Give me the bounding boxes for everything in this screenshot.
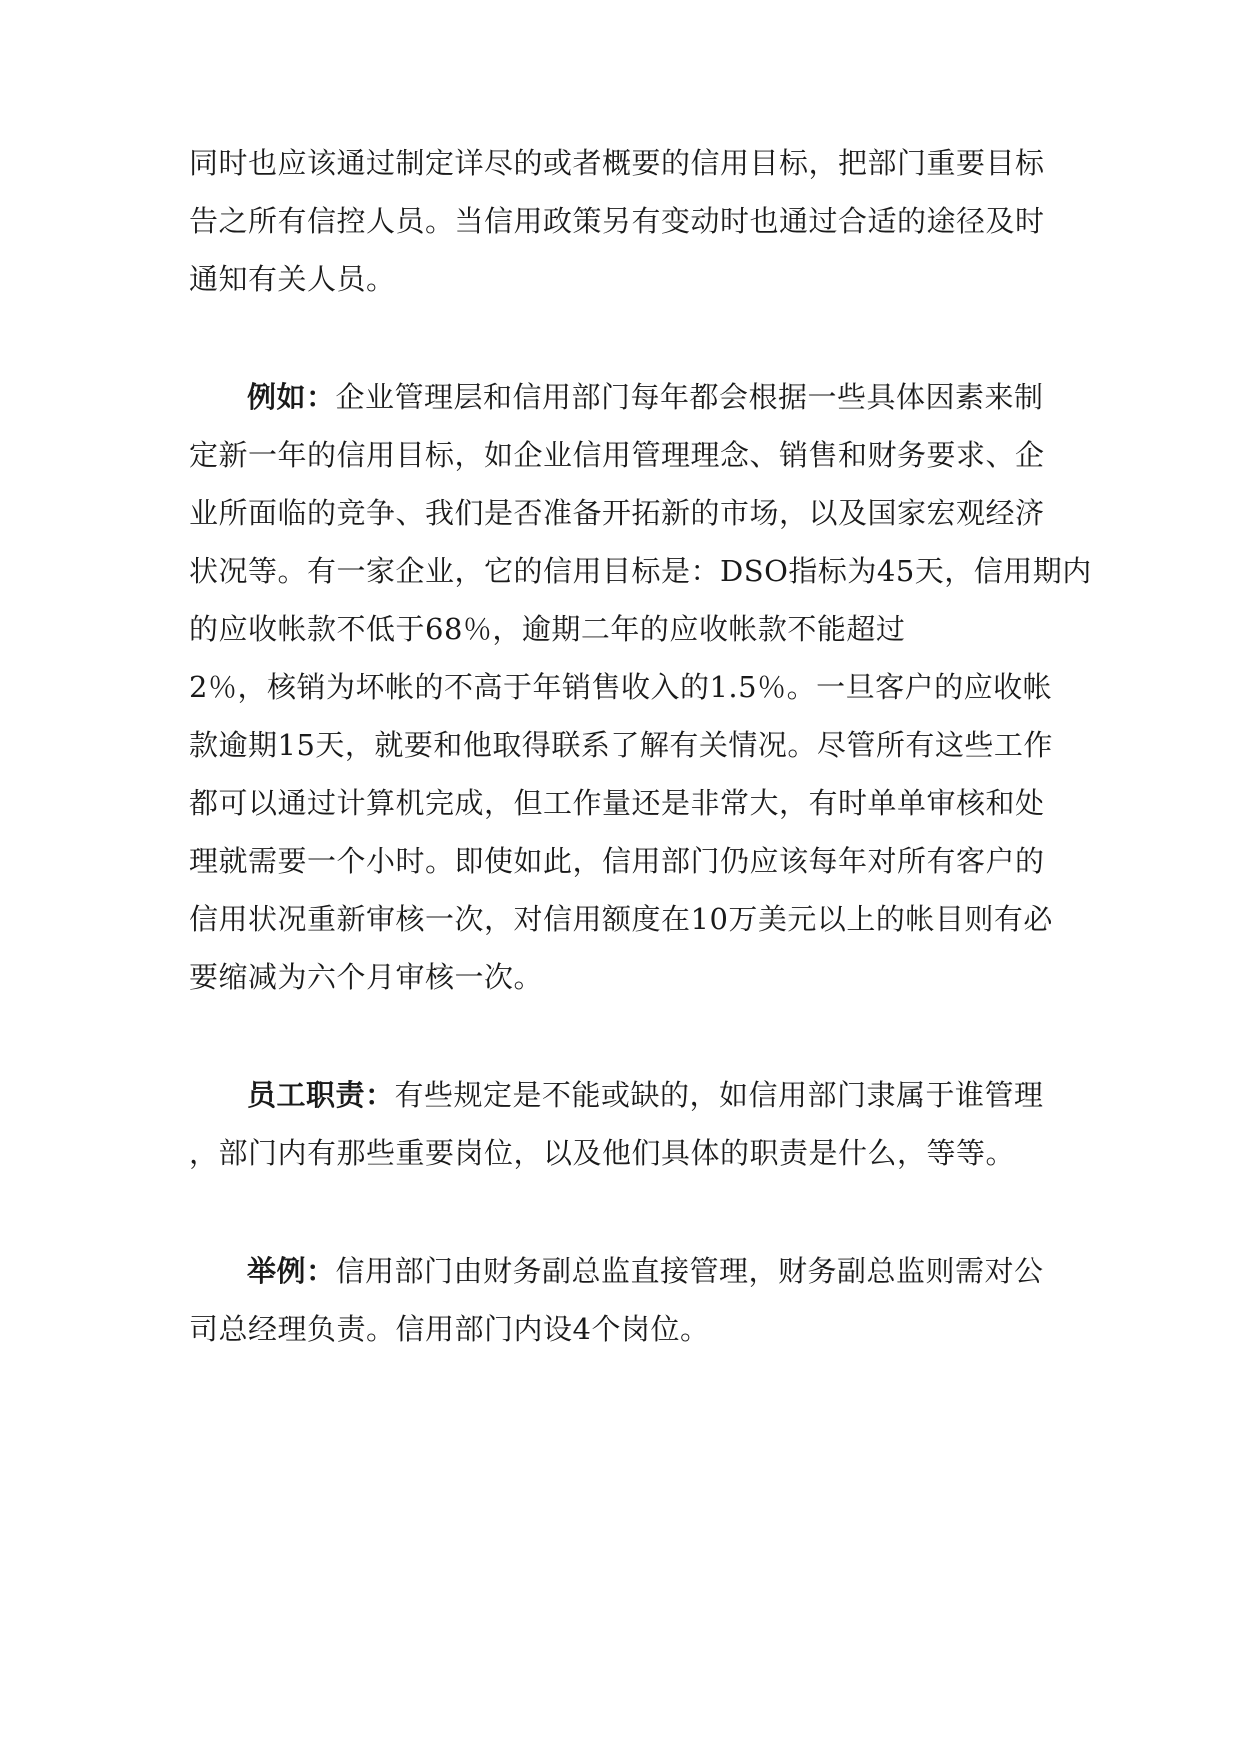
- paragraph-1-line-1: 同时也应该通过制定详尽的或者概要的信用目标，把部门重要目标: [189, 146, 1045, 180]
- paragraph-2-lead: 例如：: [247, 380, 336, 414]
- paragraph-2-line-6: 2％，核销为坏帐的不高于年销售收入的1.5％。一旦客户的应收帐: [189, 670, 1053, 704]
- paragraph-3-line-2: ，部门内有那些重要岗位，以及他们具体的职责是什么，等等。: [189, 1136, 1016, 1170]
- paragraph-3-line-1-text: 有些规定是不能或缺的，如信用部门隶属于谁管理: [394, 1078, 1044, 1112]
- paragraph-3-lead: 员工职责：: [247, 1078, 395, 1112]
- paragraph-2-line-9: 理就需要一个小时。即使如此，信用部门仍应该每年对所有客户的: [189, 844, 1045, 878]
- paragraph-4-line-1: [247, 1251, 1044, 1291]
- paragraph-2-line-11: 要缩减为六个月审核一次。: [189, 960, 544, 994]
- paragraph-2-line-8: 都可以通过计算机完成，但工作量还是非常大，有时单单审核和处: [189, 786, 1045, 820]
- paragraph-2-line-7: 款逾期15天，就要和他取得联系了解有关情况。尽管所有这些工作: [189, 728, 1053, 762]
- paragraph-2-line-2: 定新一年的信用目标，如企业信用管理理念、销售和财务要求、企: [189, 438, 1045, 472]
- paragraph-1-line-2: 告之所有信控人员。当信用政策另有变动时也通过合适的途径及时: [189, 204, 1045, 238]
- paragraph-4-line-2: 司总经理负责。信用部门内设4个岗位。: [189, 1312, 710, 1346]
- paragraph-2-line-1-text: 企业管理层和信用部门每年都会根据一些具体因素来制: [335, 380, 1044, 414]
- paragraph-2-line-10: 信用状况重新审核一次，对信用额度在10万美元以上的帐目则有必: [189, 902, 1053, 936]
- paragraph-4-lead: 举例：: [247, 1254, 336, 1288]
- paragraph-3-line-1: [247, 1075, 1044, 1115]
- paragraph-1-line-3: 通知有关人员。: [189, 262, 396, 296]
- paragraph-4-line-1-text: 信用部门由财务副总监直接管理，财务副总监则需对公: [335, 1254, 1044, 1288]
- paragraph-2-line-5: 的应收帐款不低于68％，逾期二年的应收帐款不能超过: [189, 612, 906, 646]
- paragraph-2-line-1: [247, 377, 1044, 417]
- paragraph-2-line-3: 业所面临的竞争、我们是否准备开拓新的市场，以及国家宏观经济: [189, 496, 1045, 530]
- paragraph-2-line-4: 状况等。有一家企业，它的信用目标是：DSO指标为45天，信用期内: [189, 554, 1092, 588]
